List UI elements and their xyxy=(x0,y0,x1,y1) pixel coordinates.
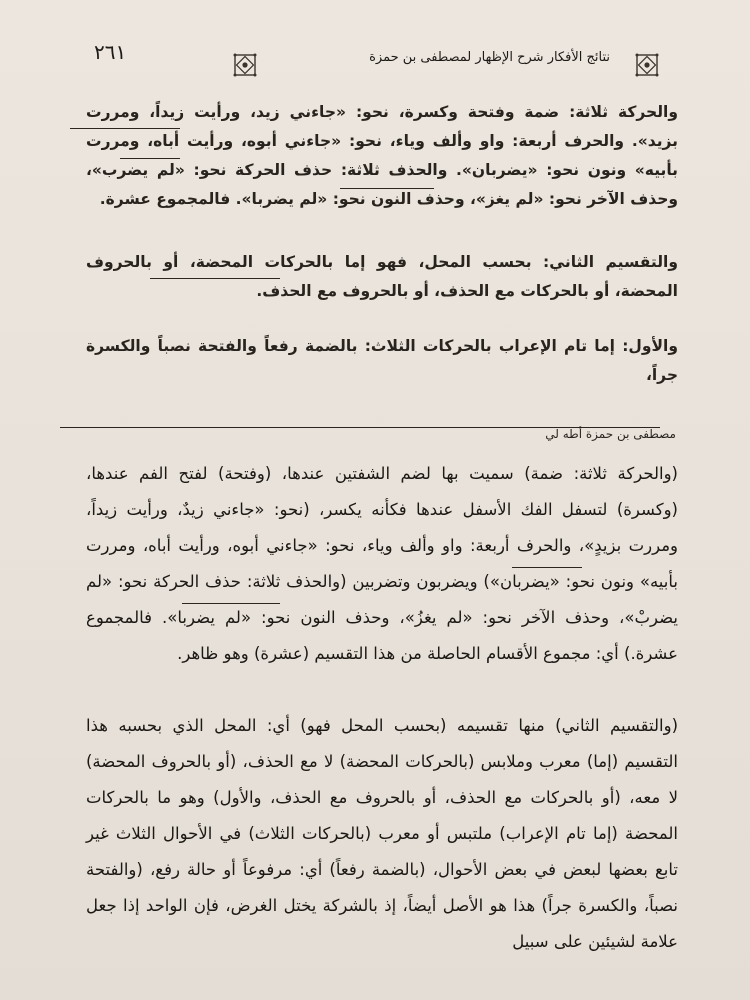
pen-underline xyxy=(340,188,434,189)
sharh-paragraph: (والتقسيم الثاني) منها تقسيمه (بحسب المحل فهو) أي: المحل الذي بحسبه هذا التقسيم (إما) معرب وملابس (بالحركات المحضة) لا مع الحذف، (أو بالحروف المحضة) لا معه، (أو بالحركات مع الحذف، أو بالحروف مع الحذف، والأول) وهو ما بالحركات المحضة (إما تام الإعراب) ملتبس أو معرب (بالحركات الثلاث) في الأحوال الثلاث غير تابع بعضها لبعض في بعض الأحوال، (بالضمة رفعاً) أي: مرفوعاً أو حالة رفع، (والفتحة نصباً، والكسرة جراً) هذا هو الأصل أيضاً، إذ بالشركة يختل الغرض، فإن الواحد إذا جعل علامة لشيئين على سبيل xyxy=(86,716,678,951)
handwritten-note: مصطفى بن حمزة أطه لي xyxy=(545,427,676,441)
ornament-icon xyxy=(232,52,258,78)
pen-underline xyxy=(512,567,582,568)
page-header xyxy=(80,36,680,80)
running-title: نتائج الأفكار شرح الإظهار لمصطفى بن حمزة xyxy=(369,50,610,65)
matn-paragraph: والحركة ثلاثة: ضمة وفتحة وكسرة، نحو: «جاءني زيد، ورأيت زيداً، ومررت بزيد». والحرف أربعة: واو وألف وياء، نحو: «جاءني أبوه، ورأيت أباه، ومررت بأبيه» ونون نحو: «يضربان». والحذف ثلاثة: حذف الحركة نحو: «لم يضرب»، وحذف الآخر نحو: «لم يغز»، وحذف النون نحو: «لم يضربا». فالمجموع عشرة. xyxy=(86,103,678,208)
sharh-paragraph: (والحركة ثلاثة: ضمة) سميت بها لضم الشفتين عندها، (وفتحة) لفتح الفم عندها، (وكسرة) لتسفل الفك الأسفل عندها فكأنه يكسر، (نحو: «جاءني زيدٌ، ورأيت زيداً، ومررت بزيدٍ»، والحرف أربعة: واو وألف وياء، نحو: «جاءني أبوه، ورأيت أباه، ومررت بأبيه» ونون نحو: «يضربان») ويضربون وتضربين (والحذف ثلاثة: حذف الحركة نحو: «لم يضربْ»، وحذف الآخر نحو: «لم يغزُ»، وحذف النون نحو: «لم يضربا». فالمجموع عشرة.) أي: مجموع الأقسام الحاصلة من هذا التقسيم (عشرة) وهو ظاهر. xyxy=(86,464,678,663)
page-number: ٢٦١ xyxy=(94,40,127,64)
matn-paragraph: والتقسيم الثاني: بحسب المحل، فهو إما بالحركات المحضة، أو بالحروف المحضة، أو بالحركات مع الحذف، أو بالحروف مع الحذف. xyxy=(86,253,678,300)
pen-underline xyxy=(120,158,180,159)
pen-underline xyxy=(150,278,280,279)
ornament-icon xyxy=(634,52,660,78)
pen-underline xyxy=(182,603,280,604)
matn-paragraph: والأول: إما تام الإعراب بالحركات الثلاث: بالضمة رفعاً والفتحة نصباً والكسرة جراً، xyxy=(86,337,678,384)
pen-underline xyxy=(70,128,180,129)
